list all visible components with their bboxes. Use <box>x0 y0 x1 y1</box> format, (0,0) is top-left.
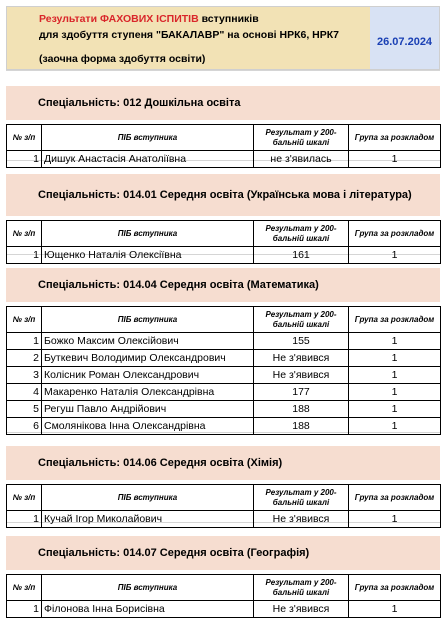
exam-result: Не з'явився <box>254 350 349 367</box>
specialty-title: Спеціальність: 014.04 Середня освіта (Математика) <box>6 268 440 302</box>
column-header-name: ПІБ вступника <box>42 307 254 333</box>
report-title-highlight: Результати ФАХОВИХ ІСПИТІВ <box>39 13 199 25</box>
column-header-name: ПІБ вступника <box>42 221 254 247</box>
column-header-result: Результат у 200-бальній шкалі <box>254 575 349 601</box>
specialty-section <box>6 446 440 528</box>
column-header-name: ПІБ вступника <box>42 485 254 511</box>
table-header-row <box>7 307 441 333</box>
column-header-result: Результат у 200-бальній шкалі <box>254 307 349 333</box>
applicant-name: Кучай Ігор Миколайович <box>42 511 254 528</box>
schedule-group: 1 <box>349 247 441 264</box>
column-header-number: № з/п <box>7 125 42 151</box>
exam-result: 161 <box>254 247 349 264</box>
column-header-number: № з/п <box>7 221 42 247</box>
schedule-group: 1 <box>349 418 441 435</box>
specialty-title: Спеціальність: 014.07 Середня освіта (Географія) <box>6 536 440 570</box>
table-row <box>7 401 441 418</box>
table-row <box>7 333 441 350</box>
schedule-group: 1 <box>349 401 441 418</box>
column-header-result: Результат у 200-бальній шкалі <box>254 485 349 511</box>
table-row <box>7 247 441 264</box>
table-header-row <box>7 221 441 247</box>
results-table <box>6 484 441 528</box>
row-number: 2 <box>7 350 42 367</box>
exam-result: Не з'явився <box>254 367 349 384</box>
table-row <box>7 601 441 618</box>
column-header-result: Результат у 200-бальній шкалі <box>254 221 349 247</box>
column-header-group: Група за розкладом <box>349 575 441 601</box>
specialty-section <box>6 174 440 264</box>
results-table <box>6 306 441 435</box>
applicant-name: Регуш Павло Андрійович <box>42 401 254 418</box>
column-header-name: ПІБ вступника <box>42 125 254 151</box>
header-date-block <box>370 7 439 69</box>
row-number: 1 <box>7 601 42 618</box>
table-row <box>7 384 441 401</box>
table-row <box>7 418 441 435</box>
report-study-form: (заочна форма здобуття освіти) <box>39 53 206 65</box>
applicant-name: Ющенко Наталія Олексіївна <box>42 247 254 264</box>
report-date: 26.07.2024 <box>377 36 433 48</box>
schedule-group: 1 <box>349 333 441 350</box>
table-header-row <box>7 485 441 511</box>
applicant-name: Макаренко Наталія Олександрівна <box>42 384 254 401</box>
schedule-group: 1 <box>349 384 441 401</box>
results-table <box>6 574 441 618</box>
column-header-number: № з/п <box>7 307 42 333</box>
row-number: 1 <box>7 151 42 168</box>
report-subtitle: для здобуття ступеня "БАКАЛАВР" на основі НРК6, НРК7 <box>39 29 339 41</box>
specialty-title: Спеціальність: 014.01 Середня освіта (Українська мова і література) <box>6 174 440 216</box>
specialty-title: Спеціальність: 014.06 Середня освіта (Хімія) <box>6 446 440 480</box>
column-header-group: Група за розкладом <box>349 307 441 333</box>
spacer-row <box>6 70 440 83</box>
row-number: 5 <box>7 401 42 418</box>
table-row <box>7 511 441 528</box>
exam-result: 155 <box>254 333 349 350</box>
column-header-result: Результат у 200-бальній шкалі <box>254 125 349 151</box>
exam-result: 177 <box>254 384 349 401</box>
column-header-name: ПІБ вступника <box>42 575 254 601</box>
row-number: 1 <box>7 247 42 264</box>
column-header-number: № з/п <box>7 575 42 601</box>
specialty-section <box>6 268 440 435</box>
specialty-section <box>6 536 440 618</box>
exam-result: Не з'явився <box>254 601 349 618</box>
row-number: 6 <box>7 418 42 435</box>
table-header-row <box>7 575 441 601</box>
schedule-group: 1 <box>349 601 441 618</box>
schedule-group: 1 <box>349 511 441 528</box>
column-header-group: Група за розкладом <box>349 221 441 247</box>
applicant-name: Божко Максим Олексійович <box>42 333 254 350</box>
schedule-group: 1 <box>349 350 441 367</box>
row-number: 1 <box>7 511 42 528</box>
table-row <box>7 151 441 168</box>
column-header-group: Група за розкладом <box>349 125 441 151</box>
column-header-number: № з/п <box>7 485 42 511</box>
row-number: 1 <box>7 333 42 350</box>
specialty-title: Спеціальність: 012 Дошкільна освіта <box>6 86 440 120</box>
applicant-name: Смолянікова Інна Олександрівна <box>42 418 254 435</box>
schedule-group: 1 <box>349 367 441 384</box>
schedule-group: 1 <box>349 151 441 168</box>
report-title-rest: вступників <box>198 13 259 25</box>
applicant-name: Буткевич Володимир Олександрович <box>42 350 254 367</box>
header-title-block <box>7 7 370 69</box>
specialty-section <box>6 86 440 168</box>
exam-result: 188 <box>254 418 349 435</box>
report-title <box>39 13 259 25</box>
applicant-name: Філонова Інна Борисівна <box>42 601 254 618</box>
exam-result: 188 <box>254 401 349 418</box>
table-row <box>7 367 441 384</box>
column-header-group: Група за розкладом <box>349 485 441 511</box>
report-header <box>6 6 440 70</box>
exam-result: Не з'явився <box>254 511 349 528</box>
applicant-name: Дишук Анастасія Анатоліївна <box>42 151 254 168</box>
results-table <box>6 124 441 168</box>
exam-result: не з'явилась <box>254 151 349 168</box>
results-table <box>6 220 441 264</box>
applicant-name: Колісник Роман Олександрович <box>42 367 254 384</box>
table-header-row <box>7 125 441 151</box>
row-number: 3 <box>7 367 42 384</box>
table-row <box>7 350 441 367</box>
row-number: 4 <box>7 384 42 401</box>
